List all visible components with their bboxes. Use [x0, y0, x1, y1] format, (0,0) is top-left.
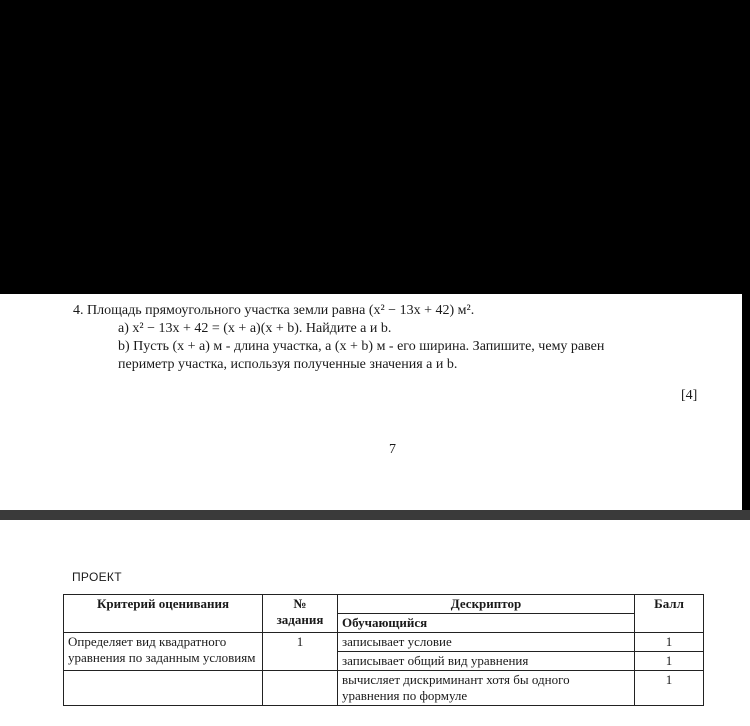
points-cell: 1 — [635, 633, 704, 652]
criterion-cell — [64, 671, 263, 706]
header-task-no-word: задания — [276, 612, 324, 627]
problem-part-b: b) Пусть (x + a) м - длина участка, а (x + b) м - его ширина. Запишите, чему равен — [118, 339, 605, 354]
problem-statement: 4. Площадь прямоугольного участка земли равна (x² − 13x + 42) м². — [73, 303, 475, 318]
problem-4 — [73, 302, 713, 374]
table-row — [64, 633, 704, 652]
page-number: 7 — [389, 442, 396, 457]
table-header-row — [64, 595, 704, 614]
header-task-no — [263, 595, 338, 633]
problem-part-a: a) x² − 13x + 42 = (x + a)(x + b). Найдите a и b. — [118, 321, 392, 336]
document-page-top — [0, 294, 742, 510]
criteria-table — [63, 594, 704, 706]
draft-label: ПРОЕКТ — [72, 570, 122, 584]
black-overlay-top — [0, 0, 750, 294]
max-score: [4] — [681, 388, 698, 403]
points-cell: 1 — [635, 652, 704, 671]
header-task-no-symbol: № — [293, 596, 307, 611]
descriptor-cell: записывает условие — [338, 633, 635, 652]
points-cell: 1 — [635, 671, 704, 706]
header-student: Обучающийся — [338, 614, 635, 633]
document-page-bottom — [0, 520, 750, 726]
criterion-cell: Определяет вид квадратного уравнения по заданным условиям — [64, 633, 263, 671]
table-row — [64, 671, 704, 706]
header-descriptor: Дескриптор — [338, 595, 635, 614]
problem-part-b-cont: периметр участка, используя полученные значения a и b. — [118, 357, 458, 372]
header-points: Балл — [635, 595, 704, 633]
page-divider — [0, 510, 750, 520]
black-overlay-edge — [742, 294, 750, 518]
task-number-cell: 1 — [263, 633, 338, 671]
descriptor-cell: записывает общий вид уравнения — [338, 652, 635, 671]
task-number-cell — [263, 671, 338, 706]
descriptor-cell: вычисляет дискриминант хотя бы одного уравнения по формуле — [338, 671, 635, 706]
header-criterion: Критерий оценивания — [64, 595, 263, 633]
